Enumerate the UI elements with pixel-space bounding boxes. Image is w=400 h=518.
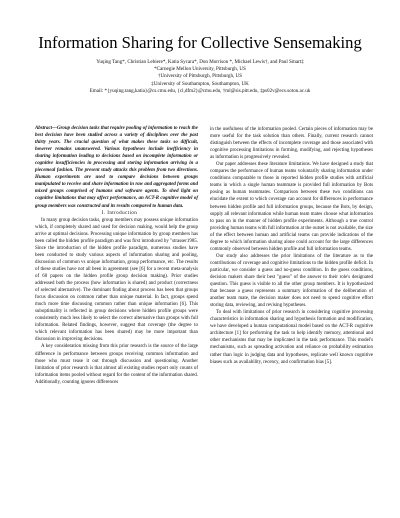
author-names: Yuqing Tang*, Christian Lebiere*, Katia Sycara*, Don Morrison *, Michael Lewis†, and Paul Smart‡ <box>96 59 304 65</box>
body-paragraph: Our paper addresses these literature limitations. We have designed a study that compares the performance of human teams voluntarily sharing information under conditions comparable to those in reported hidden profile studies with artificial teams in which a single human teammate is provided full information by Bots posing as human teammates. Comparison between these two conditions can elucidate the extent to which coverage can account for differences in performance between hidden profile and full information groups, because the Bots, by design, supply all relevant information while human team mates choose what information to pass on in the manner of hidden profile experiments. Although a true control providing human teams with full information at the outset is not available, the size of the effect between human and artificial teams can provide indications of the degree to which information sharing alone could account for the large differences commonly observed between hidden profile and full information teams. <box>210 162 373 252</box>
abstract: Abstract—Group decision tasks that require pooling of information to reach the best decision have been studied across a variety of disciplines over the past thirty years. The crucial question of what makes these tasks so difficult, however remains unanswered. Various hypotheses include inefficiency in sharing information leading to decisions based on incomplete information or cognitive insufficiencies in processing and storing information arriving in a piecemeal fashion. The present study attacks this problem from two directions. Human experiments are used to compare decisions between groups manipulated to receive and share information in raw and aggregated forms and mixed groups comprised of humans and software agents. To shed light on cognitive limitations that may affect performance, an ACT-R cognitive model of group members was constructed and its results compared to human data. <box>35 126 198 209</box>
affiliation-pitt: †University of Pittsburgh, Pittsburgh, US <box>157 73 243 80</box>
author-block <box>34 59 366 95</box>
left-column <box>35 125 198 386</box>
body-paragraph: in the usefulness of the information pooled. Certain pieces of information may be more useful for the task solution than others. Finally, current research cannot distinguish between the effects of incomplete coverage and those associated with cognitive processing limitations in forming, modifying, and rejecting hypotheses as information is progressively revealed. <box>210 127 373 161</box>
section-heading-introduction: I. Introduction <box>101 209 138 216</box>
author-emails: Email: *{yuqing.tang,katia}@cs.cmu.edu, {cl,dfm2}@cmu.edu, †ml@sis.pitt.edu, ‡ps02v@ecs.soton.ac.uk <box>89 87 311 94</box>
body-paragraph: A key consideration missing from this prior research is the source of the large difference in performance between groups receiving common information and those who must tease it out through discussion and questioning. Another limitation of prior research is that almost all existing studies report only counts of information items pooled without regard for the content of the information shared. Additionally, counting ignores differences <box>35 344 198 385</box>
body-paragraph: To deal with limitations of prior research in considering cognitive processing characteristics in information sharing and hypothesis formation and modification, we have developed a human computational model based on the ACT-R cognitive architecture [1] for performing the task to help identify memory, attentional and other mechanisms that may be implicated in the task performance. This model's mechanisms, such as spreading activation and reliance on probability estimation rather than logic in judging data and hypotheses, replicate well known cognitive biases such as availability, recency, and confirmation bias [5]. <box>210 310 373 365</box>
affiliation-cmu: *Carnegie Mellon University, Pittsburgh, US <box>154 66 246 73</box>
body-paragraph: In many group decision tasks, group members may possess unique information which, if completely shared and used for decision making, would help the group arrive at optimal decisions. Processing unique information by group members has been called the hidden profile paradigm and was first introduced by "strasser1985. Since the introduction of the hidden profile paradigm, numerous studies have been conducted to study various aspects of information sharing and pooling, discussion of common vs unique information, group performance, etc. The results of these studies have not all been in agreement (see [6] for a recent meta-analysis of 60 papers on the hidden profile group decision making). Prior studies addressed both the process (how information is shared) and product (correctness of selected alternative). The dominant finding about process has been that groups focus discussion on common rather than unique material. In fact, groups spend much more time discussing common rather than unique information [6]. This suboptimality is reflected in group decisions where hidden profile groups were consistently much less likely to select the correct alternative than groups with full information. Related findings, however, suggest that coverage (the degree to which relevant information has been shared) may be more important than discussion in improving decisions. <box>35 217 198 343</box>
paper-title: Information Sharing for Collective Sensemaking <box>38 33 362 52</box>
right-column <box>210 126 373 366</box>
affiliation-southampton: ‡University of Southampton, Southampton, UK <box>151 80 249 87</box>
body-paragraph: Our study also addresses the prior limitations of the literature as to the contributions of coverage and cognitive limitations to the hidden profile deficit. In particular, we consider a guess and no-guess condition. In the guess conditions, decision makers share their best "guess" of the answer to their role's designated question. This guess is visible to all the other group members. It is hypothesized that because a guess represents a summary information of the deliberation of another team mate, the decision maker does not need to spend cognitive effort storing data, reviewing, and revising hypotheses. <box>210 253 373 309</box>
